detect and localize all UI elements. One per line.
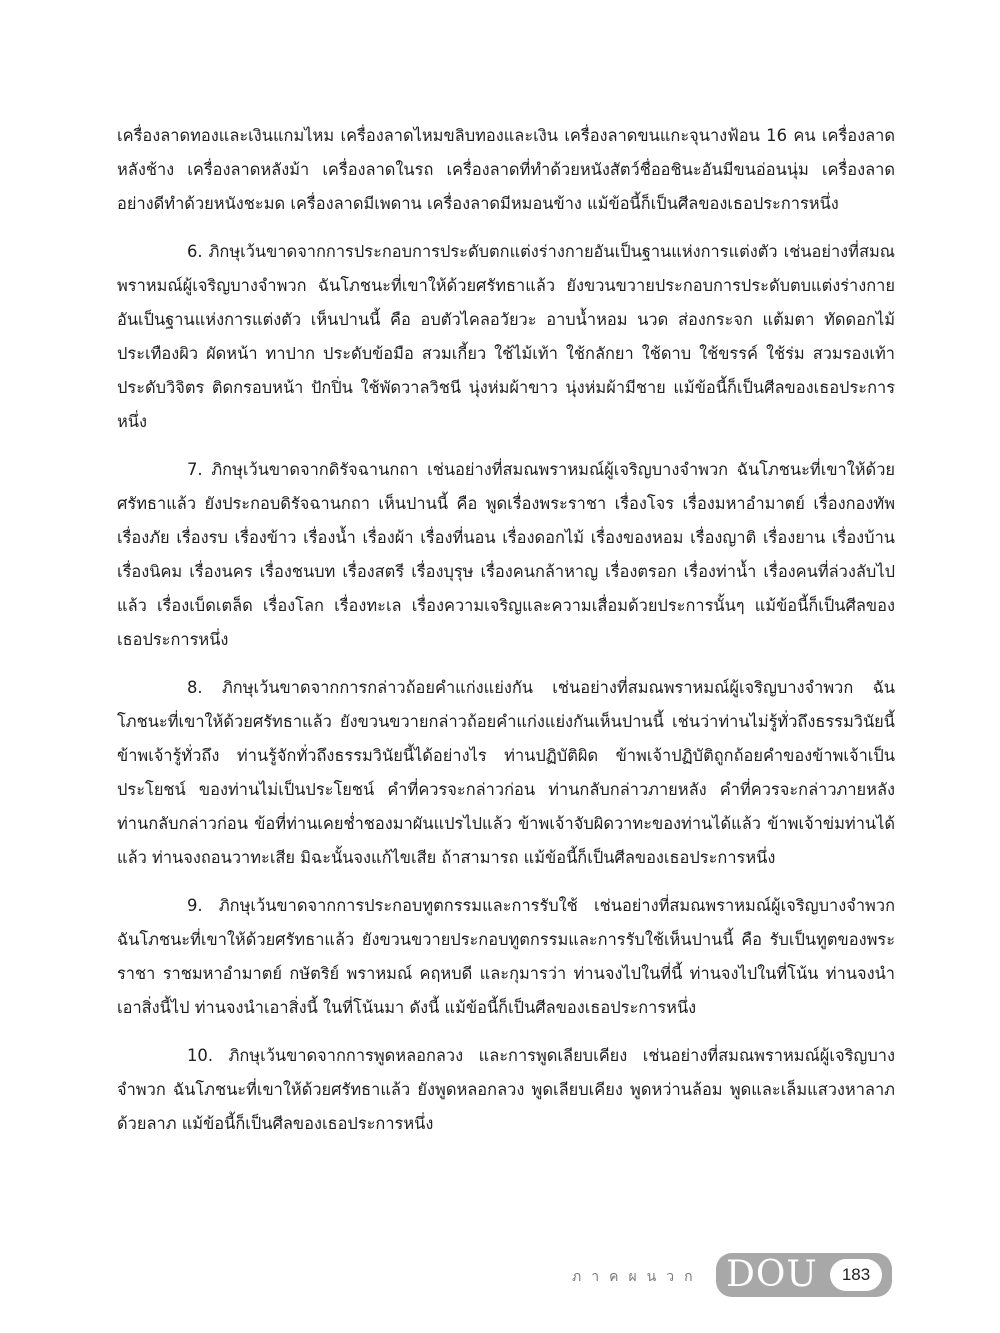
paragraph-item-9: 9. ภิกษุเว้นขาดจากการประกอบทูตกรรมและการรับใช้ เช่นอย่างที่สมณพราหมณ์ผู้เจริญบางจำพวก ฉันโภชนะที่เขาให้ด้วยศรัทธาแล้ว ยังขวนขวายประกอบทูตกรรมและการรับใช้เห็นปานนี้ คือ รับเป็นทูตของพระราชา ราชมหาอำมาตย์ กษัตริย์ พราหมณ์ คฤหบดี และกุมารว่า ท่านจงไปในที่นี้ ท่านจงไปในที่โน้น ท่านจงนำเอาสิ่งนี้ไป ท่านจงนำเอาสิ่งนี้ ในที่โน้นมา ดังนี้ แม้ข้อนี้ก็เป็นศีลของเธอประการหนึ่ง bbox=[117, 896, 895, 1017]
paragraph-item-10: 10. ภิกษุเว้นขาดจากการพูดหลอกลวง และการพูดเลียบเคียง เช่นอย่างที่สมณพราหมณ์ผู้เจริญบางจำพวก ฉันโภชนะที่เขาให้ด้วยศรัทธาแล้ว ยังพูดหลอกลวง พูดเลียบเคียง พูดหว่านล้อม พูดและเล็มแสวงหาลาภด้วยลาภ แม้ข้อนี้ก็เป็นศีลของเธอประการหนึ่ง bbox=[117, 1046, 895, 1133]
page-number: 183 bbox=[830, 1259, 882, 1291]
page-footer bbox=[0, 1250, 1000, 1300]
footer-badge bbox=[716, 1253, 892, 1297]
paragraph-item-7: 7. ภิกษุเว้นขาดจากดิรัจฉานกถา เช่นอย่างที่สมณพราหมณ์ผู้เจริญบางจำพวก ฉันโภชนะที่เขาให้ด้วยศรัทธาแล้ว ยังประกอบดิรัจฉานกถา เห็นปานนี้ คือ พูดเรื่องพระราชา เรื่องโจร เรื่องมหาอำมาตย์ เรื่องกองทัพ เรื่องภัย เรื่องรบ เรื่องข้าว เรื่องน้ำ เรื่องผ้า เรื่องที่นอน เรื่องดอกไม้ เรื่องของหอม เรื่องญาติ เรื่องยาน เรื่องบ้าน เรื่องนิคม เรื่องนคร เรื่องชนบท เรื่องสตรี เรื่องบุรุษ เรื่องคนกล้าหาญ เรื่องตรอก เรื่องท่าน้ำ เรื่องคนที่ล่วงลับไปแล้ว เรื่องเบ็ดเตล็ด เรื่องโลก เรื่องทะเล เรื่องความเจริญและความเสื่อมด้วยประการนั้นๆ แม้ข้อนี้ก็เป็นศีลของเธอประการหนึ่ง bbox=[117, 460, 895, 649]
paragraph-continuation: เครื่องลาดทองและเงินแกมไหม เครื่องลาดไหมขลิบทองและเงิน เครื่องลาดขนแกะจุนางฟ้อน 16 คน เครื่องลาดหลังช้าง เครื่องลาดหลังม้า เครื่องลาดในรถ เครื่องลาดที่ทำด้วยหนังสัตว์ชื่ออชินะอันมีขนอ่อนนุ่ม เครื่องลาดอย่างดีทำด้วยหนังชะมด เครื่องลาดมีเพดาน เครื่องลาดมีหมอนข้าง แม้ข้อนี้ก็เป็นศีลของเธอประการหนึ่ง bbox=[117, 126, 895, 213]
dou-logo: DOU bbox=[726, 1254, 818, 1295]
paragraph-item-6: 6. ภิกษุเว้นขาดจากการประกอบการประดับตกแต่งร่างกายอันเป็นฐานแห่งการแต่งตัว เช่นอย่างที่สมณพราหมณ์ผู้เจริญบางจำพวก ฉันโภชนะที่เขาให้ด้วยศรัทธาแล้ว ยังขวนขวายประกอบการประดับตบแต่งร่างกายอันเป็นฐานแห่งการแต่งตัว เห็นปานนี้ คือ อบตัวไคลอวัยวะ อาบน้ำหอม นวด ส่องกระจก แต้มตา ทัดดอกไม้ ประเทืองผิว ผัดหน้า ทาปาก ประดับข้อมือ สวมเกี้ยว ใช้ไม้เท้า ใช้กลักยา ใช้ดาบ ใช้ขรรค์ ใช้ร่ม สวมรองเท้าประดับวิจิตร ติดกรอบหน้า ปักปิ่น ใช้พัดวาลวิชนี นุ่งห่มผ้าขาว นุ่งห่มผ้ามีชาย แม้ข้อนี้ก็เป็นศีลของเธอประการหนึ่ง bbox=[117, 242, 895, 431]
paragraph-item-8: 8. ภิกษุเว้นขาดจากการกล่าวถ้อยคำแก่งแย่งกัน เช่นอย่างที่สมณพราหมณ์ผู้เจริญบางจำพวก ฉันโภชนะที่เขาให้ด้วยศรัทธาแล้ว ยังขวนขวายกล่าวถ้อยคำแก่งแย่งกันเห็นปานนี้ เช่นว่าท่านไม่รู้ทั่วถึงธรรมวินัยนี้ ข้าพเจ้ารู้ทั่วถึง ท่านรู้จักทั่วถึงธรรมวินัยนี้ได้อย่างไร ท่านปฏิบัติผิด ข้าพเจ้าปฏิบัติถูกถ้อยคำของข้าพเจ้าเป็นประโยชน์ ของท่านไม่เป็นประโยชน์ คำที่ควรจะกล่าวก่อน ท่านกลับกล่าวภายหลัง คำที่ควรจะกล่าวภายหลัง ท่านกลับกล่าวก่อน ข้อที่ท่านเคยช่ำชองมาผันแปรไปแล้ว ข้าพเจ้าจับผิดวาทะของท่านได้แล้ว ข้าพเจ้าข่มท่านได้แล้ว ท่านจงถอนวาทะเสีย มิฉะนั้นจงแก้ไขเสีย ถ้าสามารถ แม้ข้อนี้ก็เป็นศีลของเธอประการหนึ่ง bbox=[117, 678, 895, 867]
section-label: ภาคผนวก bbox=[572, 1269, 703, 1285]
page-body bbox=[117, 119, 895, 1155]
